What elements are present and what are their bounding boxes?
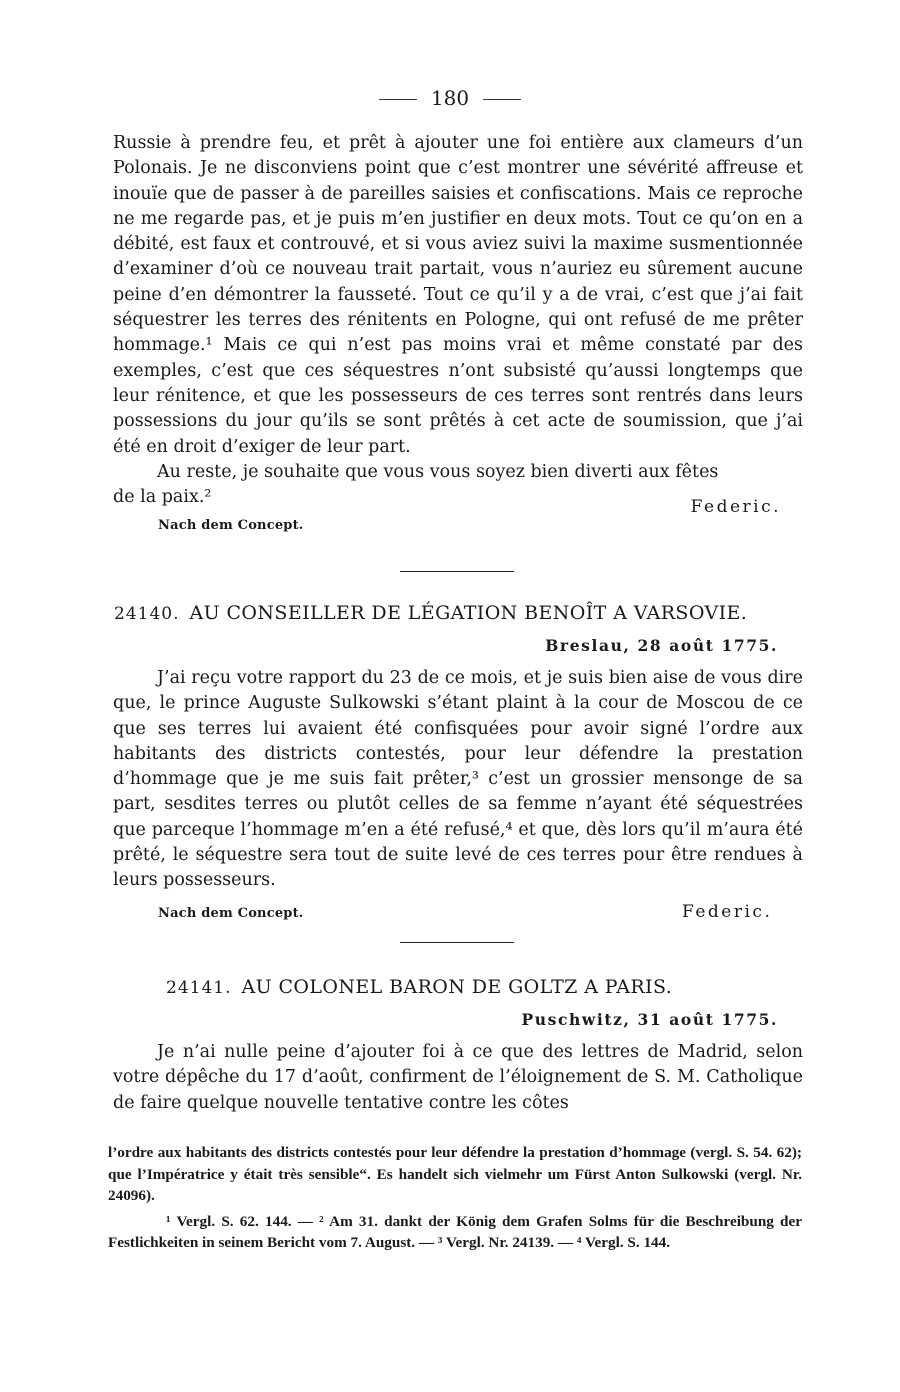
dateline-24141: Puschwitz, 31 août 1775. xyxy=(521,1010,778,1029)
letter-paragraph: J’ai reçu votre rapport du 23 de ce mois, et je suis bien aise de vous dire que, le prince Auguste Sulkowski s’étant plaint à la cour de Moscou de ce que ses terres lui avaient été confisquées pour avoir signé l’ordre aux habitants des districts contestés, pour leur défendre la prestation d’hommage que je me suis fait prêter,³ c’est un grossier mensonge de sa part, sesdites terres ou plutôt celles de sa femme n’ayant été séquestrées que parceque l’hommage m’en a été refusé,⁴ et que, dès lors qu’il m’aura été prêté, le séquestre sera tout de suite levé de ces terres pour être rendues à leurs possesseurs. xyxy=(113,668,803,891)
footnote-continued: l’ordre aux habitants des districts contestés pour leur défendre la prestation d’hommage (vergl. S. 54. 62); que l’Impératrice y était très sensible“. Es handelt sich vielmehr um Fürst Anton Sulkowski (vergl. Nr. 24096). xyxy=(108,1144,802,1204)
section-rule-1 xyxy=(400,571,514,572)
letter-heading-24141 xyxy=(166,976,672,998)
letter-heading-24140 xyxy=(114,602,747,624)
letter-paragraph: Je n’ai nulle peine d’ajouter foi à ce que des lettres de Madrid, selon votre dépêche du 17 d’août, confirment de l’éloignement de S. M. Catholique de faire quelque nouvelle tentative contre les côtes xyxy=(113,1042,803,1113)
letter-title: AU CONSEILLER DE LÉGATION BENOÎT A VARSOVIE. xyxy=(189,602,748,624)
continued-letter xyxy=(113,131,803,538)
dateline-24140: Breslau, 28 août 1775. xyxy=(545,636,778,655)
section-rule-2 xyxy=(400,942,514,943)
header-rule-right xyxy=(483,99,521,100)
signature-2: Federic. xyxy=(682,902,773,922)
letter-body-24141 xyxy=(113,1040,803,1116)
closing-line: Au reste, je souhaite que vous vous soyez bien diverti aux fêtes xyxy=(157,461,719,482)
source-note-1: Nach dem Concept. xyxy=(158,518,304,534)
closing-tail: de la paix.² xyxy=(113,487,212,508)
page-number: 180 xyxy=(430,86,470,110)
footnotes xyxy=(108,1142,802,1254)
letter-body-24140 xyxy=(113,666,803,894)
letter-number: 24140. xyxy=(114,604,180,624)
page-header xyxy=(0,86,900,110)
source-note-2: Nach dem Concept. xyxy=(158,906,304,921)
footnote-list: ¹ Vergl. S. 62. 144. — ² Am 31. dankt der König dem Grafen Solms für die Beschreibung der Festlichkeiten in seinem Bericht vom 7. August. — ³ Vergl. Nr. 24139. — ⁴ Vergl. S. 144. xyxy=(108,1212,802,1251)
letter-number: 24141. xyxy=(166,978,232,998)
letter-title: AU COLONEL BARON DE GOLTZ A PARIS. xyxy=(241,976,673,998)
header-rule-left xyxy=(379,99,417,100)
continued-paragraph: Russie à prendre feu, et prêt à ajouter une foi entière aux clameurs d’un Polonais. Je ne disconviens point que c’est montrer une sévérité affreuse et inouïe que de passer à de pareilles saisies et confiscations. Mais ce reproche ne me regarde pas, et je puis m’en justifier en deux mots. Tout ce qu’on en a débité, est faux et controuvé, et si vous aviez suivi la maxime susmentionnée d’examiner d’où ce nouveau trait partait, vous n’auriez eu sûrement aucune peine d’en démontrer la fausseté. Tout ce qu’il y a de vrai, c’est que j’ai fait séquestrer les terres des rénitents en Pologne, qui ont refusé de me prêter hommage.¹ Mais ce qui n’est pas moins vrai et même constaté par des exemples, c’est que ces séquestres n’ont subsisté qu’aussi longtemps que leur rénitence, et que les possesseurs de ces terres sont rentrés dans leurs possessions du jour qu’ils se sont prêtés à cet acte de soumission, que j’ai été en droit d’exiger de leur part. xyxy=(113,133,803,457)
signature-1: Federic. xyxy=(690,497,781,518)
